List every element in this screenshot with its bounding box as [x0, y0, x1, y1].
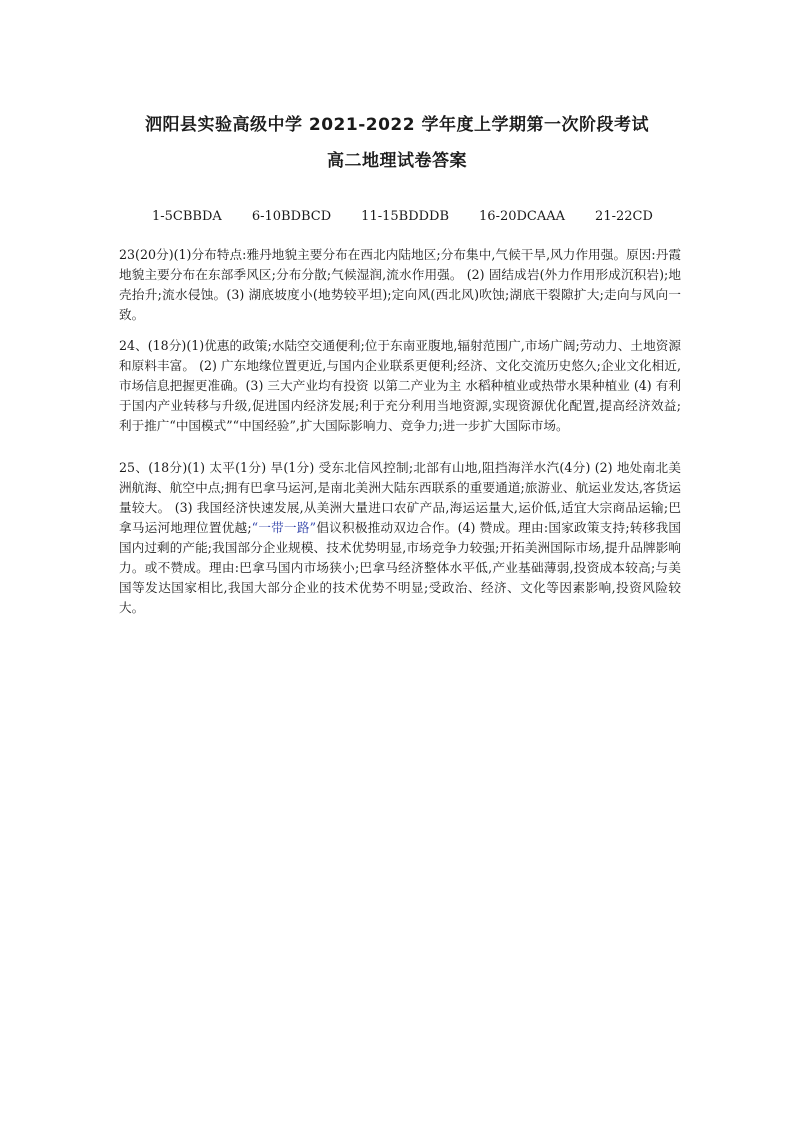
belt-road-highlight: “一带一路” [251, 520, 317, 535]
choice-group-11-15: 11-15BDDDB [361, 209, 450, 224]
answer-q24: 24、(18分)(1)优惠的政策;水陆空交通便利;位于东南亚腹地,辐射范围广,市场广阔;劳动力、土地资源和原料丰富。 (2) 广东地缘位置更近,与国内企业联系更便利;经济、文化交流历史悠久;企业文化相近,市场信息把握更准确。(3) 三大产业均有投资 以第二产业为主 水稻种植业或热带水果种植业 (4) 有利于国内产业转移与升级,促进国内经济发展;利于充分利用当地资源,实现资源优化配置,提高经济效益;利于推广“中国模式”“中国经验”,扩大国际影响力、竞争力;进一步扩大国际市场。 [119, 338, 681, 433]
answer-sheet-title: 高二地理试卷答案 [327, 151, 467, 171]
choice-group-16-20: 16-20DCAAA [479, 209, 566, 224]
exam-title: 泗阳县实验高级中学 2021-2022 学年度上学期第一次阶段考试 [144, 115, 650, 135]
answer-q23: 23(20分)(1)分布特点:雅丹地貌主要分布在西北内陆地区;分布集中,气候干旱,风力作用强。原因:丹霞地貌主要分布在东部季风区;分布分散;气候湿润,流水作用强。 (2) 固结成岩(外力作用形成沉积岩);地壳抬升;流水侵蚀。(3) 湖底坡度小(地势较平坦);定向风(西北风)吹蚀;湖底干裂隙扩大;走向与风向一致。 [119, 247, 681, 322]
answer-q25 [119, 458, 681, 618]
choice-group-21-22: 21-22CD [595, 209, 653, 224]
answer-q25-part1: 25、(18分)(1) 太平(1分) 旱(1分) 受东北信风控制;北部有山地,阻挡海洋水汽(4分) (2) 地处南北美洲航海、航空中点;拥有巴拿马运河,是南北美洲大陆东西联系的重要通道;旅游业、航运业发达,客货运量较大。 (3) 我国经济快速发展,从美洲大量进口农矿产品,海运运量大,运价低,适宜大宗商品运输;巴拿马运河地理位置优越; [119, 460, 681, 535]
choice-group-6-10: 6-10BDBCD [251, 209, 332, 224]
multiple-choice-answers [152, 209, 672, 224]
answer-q25-part2: 倡议积极推动双边合作。(4) 赞成。理由:国家政策支持;转移我国国内过剩的产能;我国部分企业规模、技术优势明显,市场竞争力较强;开拓美洲国际市场,提升品牌影响力。或不赞成。理由:巴拿马国内市场狭小;巴拿马经济整体水平低,产业基础薄弱,投资成本较高;与美国等发达国家相比,我国大部分企业的技术优势不明显;受政治、经济、文化等因素影响,投资风险较大。 [119, 520, 681, 615]
choice-group-1-5: 1-5CBBDA [152, 209, 222, 224]
